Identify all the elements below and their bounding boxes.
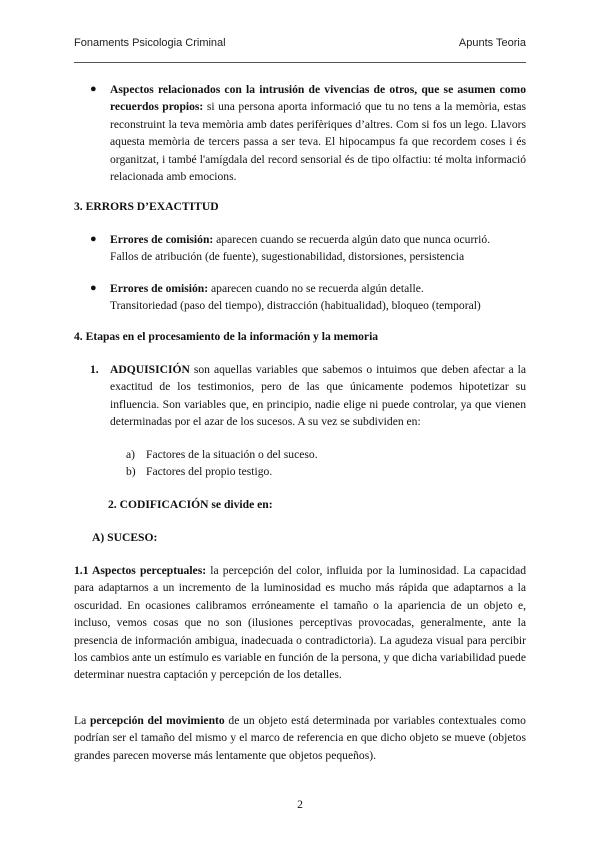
intro-bullet-paragraph xyxy=(110,81,526,185)
omission-errors-text: aparecen cuando no se recuerda algún detalle. xyxy=(208,282,424,295)
step-1-label: ADQUISICIÓN xyxy=(110,363,190,376)
header-course-title: Fonaments Psicologia Criminal xyxy=(74,37,226,49)
movement-perception-paragraph xyxy=(74,712,526,764)
omission-errors-label: Errores de omisión: xyxy=(110,282,209,295)
step-1-text: son aquellas variables que sabemos o intuimos que deben afectar a la exactitud de los testimonios, pero de las que únicamente podemos hipotetizar su influencia. Son variables que, en principio, nadie elige ni puede controlar, ya que vienen determinadas por el azar de los sucesos. A su vez se subdividen en: xyxy=(110,363,526,429)
subitem-a-text: Factores de la situación o del suceso. xyxy=(146,448,318,461)
section-4-title: 4. Etapas en el procesamiento de la información y la memoria xyxy=(74,330,379,343)
bullet-icon: ● xyxy=(90,282,97,294)
header-divider xyxy=(74,62,526,63)
bullet-icon: ● xyxy=(90,83,97,95)
movement-perception-label: percepción del movimiento xyxy=(89,714,225,727)
subitem-a-marker: a) xyxy=(126,448,136,461)
movement-perception-prefix: La xyxy=(74,714,90,727)
omission-errors-item xyxy=(110,280,526,315)
perceptual-aspects-paragraph xyxy=(74,562,526,684)
commission-errors-text: aparecen cuando se recuerda algún dato que nunca ocurrió. xyxy=(213,233,491,246)
intro-bullet-text: si una persona aporta informació que tu no tens a la memòria, estas reconstruint la teva memòria amb dates perifèriques d’altres. Com si fos un lego. Llavors aquesta memòria de tercers passa a ser teva. El hipocampus fa que recordem coses i és organitzat, i també l'amígdala del record sensorial és de tipo olfactiu: té molta informació relacionada amb emocions. xyxy=(110,100,526,184)
commission-errors-detail: Fallos de atribución (de fuente), sugestionabilidad, distorsiones, persistencia xyxy=(110,250,465,264)
subitem-b-marker: b) xyxy=(126,465,136,478)
step-1-number: 1. xyxy=(90,363,99,376)
step-2-title: 2. CODIFICACIÓN se divide en: xyxy=(108,498,273,511)
subsection-a-title: A) SUCESO: xyxy=(92,531,158,544)
commission-errors-label: Errores de comisión: xyxy=(110,233,214,246)
step-1-paragraph xyxy=(110,361,526,431)
omission-errors-detail: Transitoriedad (paso del tiempo), distracción (habitualidad), bloqueo (temporal) xyxy=(110,299,481,313)
bullet-icon: ● xyxy=(90,233,97,245)
subitem-b-text: Factores del propio testigo. xyxy=(146,465,273,478)
section-3-title: 3. ERRORS D’EXACTITUD xyxy=(74,200,219,213)
page-number: 2 xyxy=(297,798,303,811)
commission-errors-item xyxy=(110,231,526,266)
intro-bullet-label: Aspectos relacionados con la intrusión de vivencias de otros, que se asumen como recuerdos propios: xyxy=(110,83,526,114)
header-doc-type: Apunts Teoria xyxy=(458,37,526,49)
movement-perception-text: de un objeto está determinada por variables contextuales como podrían ser el tamaño del mismo y el marco de referencia en que dicho objeto se mueve (objetos grandes parecen moverse más lentamente que objetos pequeños). xyxy=(74,714,526,762)
perceptual-aspects-text: la percepción del color, influida por la luminosidad. La capacidad para adaptarnos a un incremento de la luminosidad es mucho más rápida que adaptarnos a la oscuridad. En ocasiones calibramos erróneamente el tamaño o la apariencia de un objeto e, incluso, vemos cosas que no son (ilusiones perceptivas provocadas, generalmente, ante la presencia de información ambigua, inadecuada o contradictoria). La agudeza visual para percibir los cambios ante un estímulo es variable en función de la persona, y que dicha variabilidad puede determinar nuestra captación y percepción de los detalles. xyxy=(74,564,527,682)
perceptual-aspects-label: 1.1 Aspectos perceptuales: xyxy=(74,564,207,577)
